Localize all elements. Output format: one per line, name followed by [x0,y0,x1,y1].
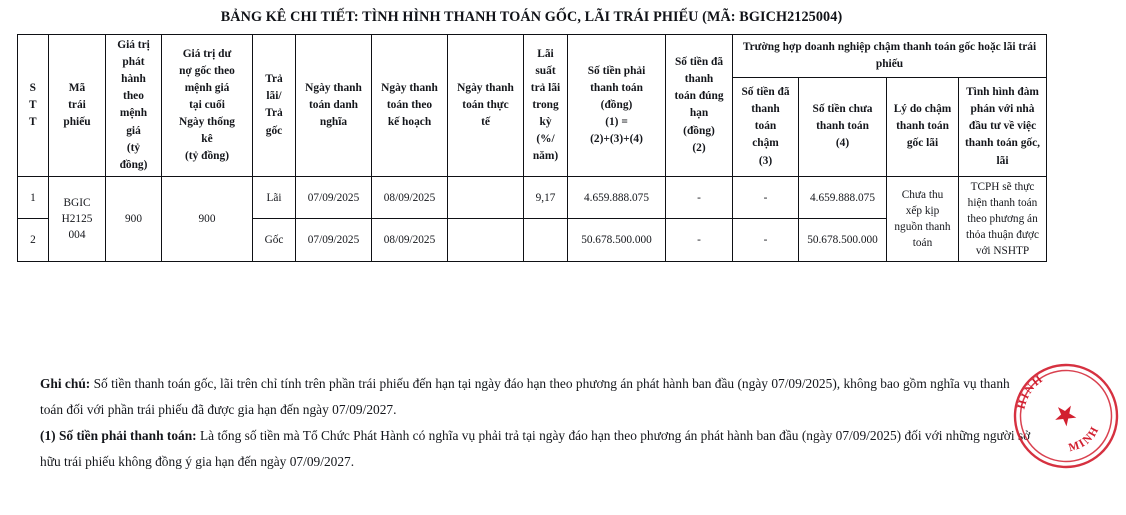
header-reason-late: Lý do chậm thanh toán gốc lãi [887,77,959,176]
header-pay-type: Trả lãi/ Trả gốc [253,35,296,177]
note-payable-label: (1) Số tiền phải thanh toán: [40,428,197,444]
cell-date-planned: 08/09/2025 [372,176,448,219]
header-amount-payable: Số tiền phải thanh toán (đồng) (1) = (2)+(3)+(4) [568,35,666,177]
header-date-nominal: Ngày thanh toán danh nghĩa [296,35,372,177]
header-date-planned: Ngày thanh toán theo kế hoạch [372,35,448,177]
note-payable-text: Là tổng số tiền mà Tổ Chức Phát Hành có nghĩa vụ phải trả tại ngày đáo hạn theo phương án phát hành ban đầu (ngày 07/09/2025) đối với những người sở hữu trái phiếu không đồng ý gia hạn đến ngày 07/09/2027. [40,428,1031,470]
cell-reason-late: Chưa thu xếp kịp nguồn thanh toán [887,176,959,261]
header-stt: S T T [18,35,49,177]
cell-amount-paid-late: - [733,176,799,219]
header-date-actual: Ngày thanh toán thực tế [448,35,524,177]
cell-pay-type: Lãi [253,176,296,219]
cell-negotiation-status: TCPH sẽ thực hiện thanh toán theo phương án thỏa thuận được với NSHTP [959,176,1047,261]
header-negotiation-status: Tình hình đàm phán với nhà đầu tư về việc thanh toán gốc, lãi [959,77,1047,176]
cell-interest-rate: 9,17 [524,176,568,219]
cell-stt: 2 [18,219,49,262]
header-amount-unpaid: Số tiền chưa thanh toán (4) [799,77,887,176]
note-general [40,371,1035,423]
header-issue-value: Giá trị phát hành theo mệnh giá (tỷ đồng) [106,35,162,177]
cell-outstanding-principal: 900 [162,176,253,261]
cell-amount-unpaid: 4.659.888.075 [799,176,887,219]
cell-pay-type: Gốc [253,219,296,262]
cell-bond-code: BGIC H2125 004 [49,176,106,261]
payment-detail-table-wrapper [17,34,1046,262]
table-header-row-1 [18,35,1047,78]
footer-notes [40,371,1035,476]
cell-amount-paid-late: - [733,219,799,262]
note-payable-definition [40,423,1035,475]
cell-amount-payable: 50.678.500.000 [568,219,666,262]
header-amount-paid-ontime: Số tiền đã thanh toán đúng hạn (đồng) (2) [666,35,733,177]
svg-text:MINH: MINH [1067,423,1102,455]
page-title: BẢNG KÊ CHI TIẾT: TÌNH HÌNH THANH TOÁN GỐC, LÃI TRÁI PHIẾU (MÃ: BGICH2125004) [220,9,843,25]
cell-amount-unpaid: 50.678.500.000 [799,219,887,262]
header-interest-rate: Lãi suất trả lãi trong kỳ (%/ năm) [524,35,568,177]
cell-date-planned: 08/09/2025 [372,219,448,262]
header-group-late-payment: Trường hợp doanh nghiệp chậm thanh toán gốc hoặc lãi trái phiếu [733,35,1047,78]
header-outstanding-principal: Giá trị dư nợ gốc theo mệnh giá tại cuối Ngày thống kê (tỷ đồng) [162,35,253,177]
cell-interest-rate [524,219,568,262]
cell-date-nominal: 07/09/2025 [296,219,372,262]
table-row [18,176,1047,219]
cell-date-actual [448,176,524,219]
cell-issue-value: 900 [106,176,162,261]
cell-stt: 1 [18,176,49,219]
cell-date-nominal: 07/09/2025 [296,176,372,219]
note-general-label: Ghi chú: [40,376,91,391]
note-general-text: Số tiền thanh toán gốc, lãi trên chỉ tính trên phần trái phiếu đến hạn tại ngày đáo hạn theo phương án phát hành ban đầu (ngày 07/09/2025), không bao gồm nghĩa vụ thanh toán đối với phần trái phiếu đã được gia hạn đến ngày 07/09/2027. [40,376,1010,418]
cell-amount-paid-ontime: - [666,176,733,219]
cell-date-actual [448,219,524,262]
cell-amount-payable: 4.659.888.075 [568,176,666,219]
header-amount-paid-late: Số tiền đã thanh toán chậm (3) [733,77,799,176]
payment-detail-table [17,34,1047,262]
header-bond-code: Mã trái phiếu [49,35,106,177]
svg-text:HÌNH: HÌNH [1015,372,1047,411]
cell-amount-paid-ontime: - [666,219,733,262]
